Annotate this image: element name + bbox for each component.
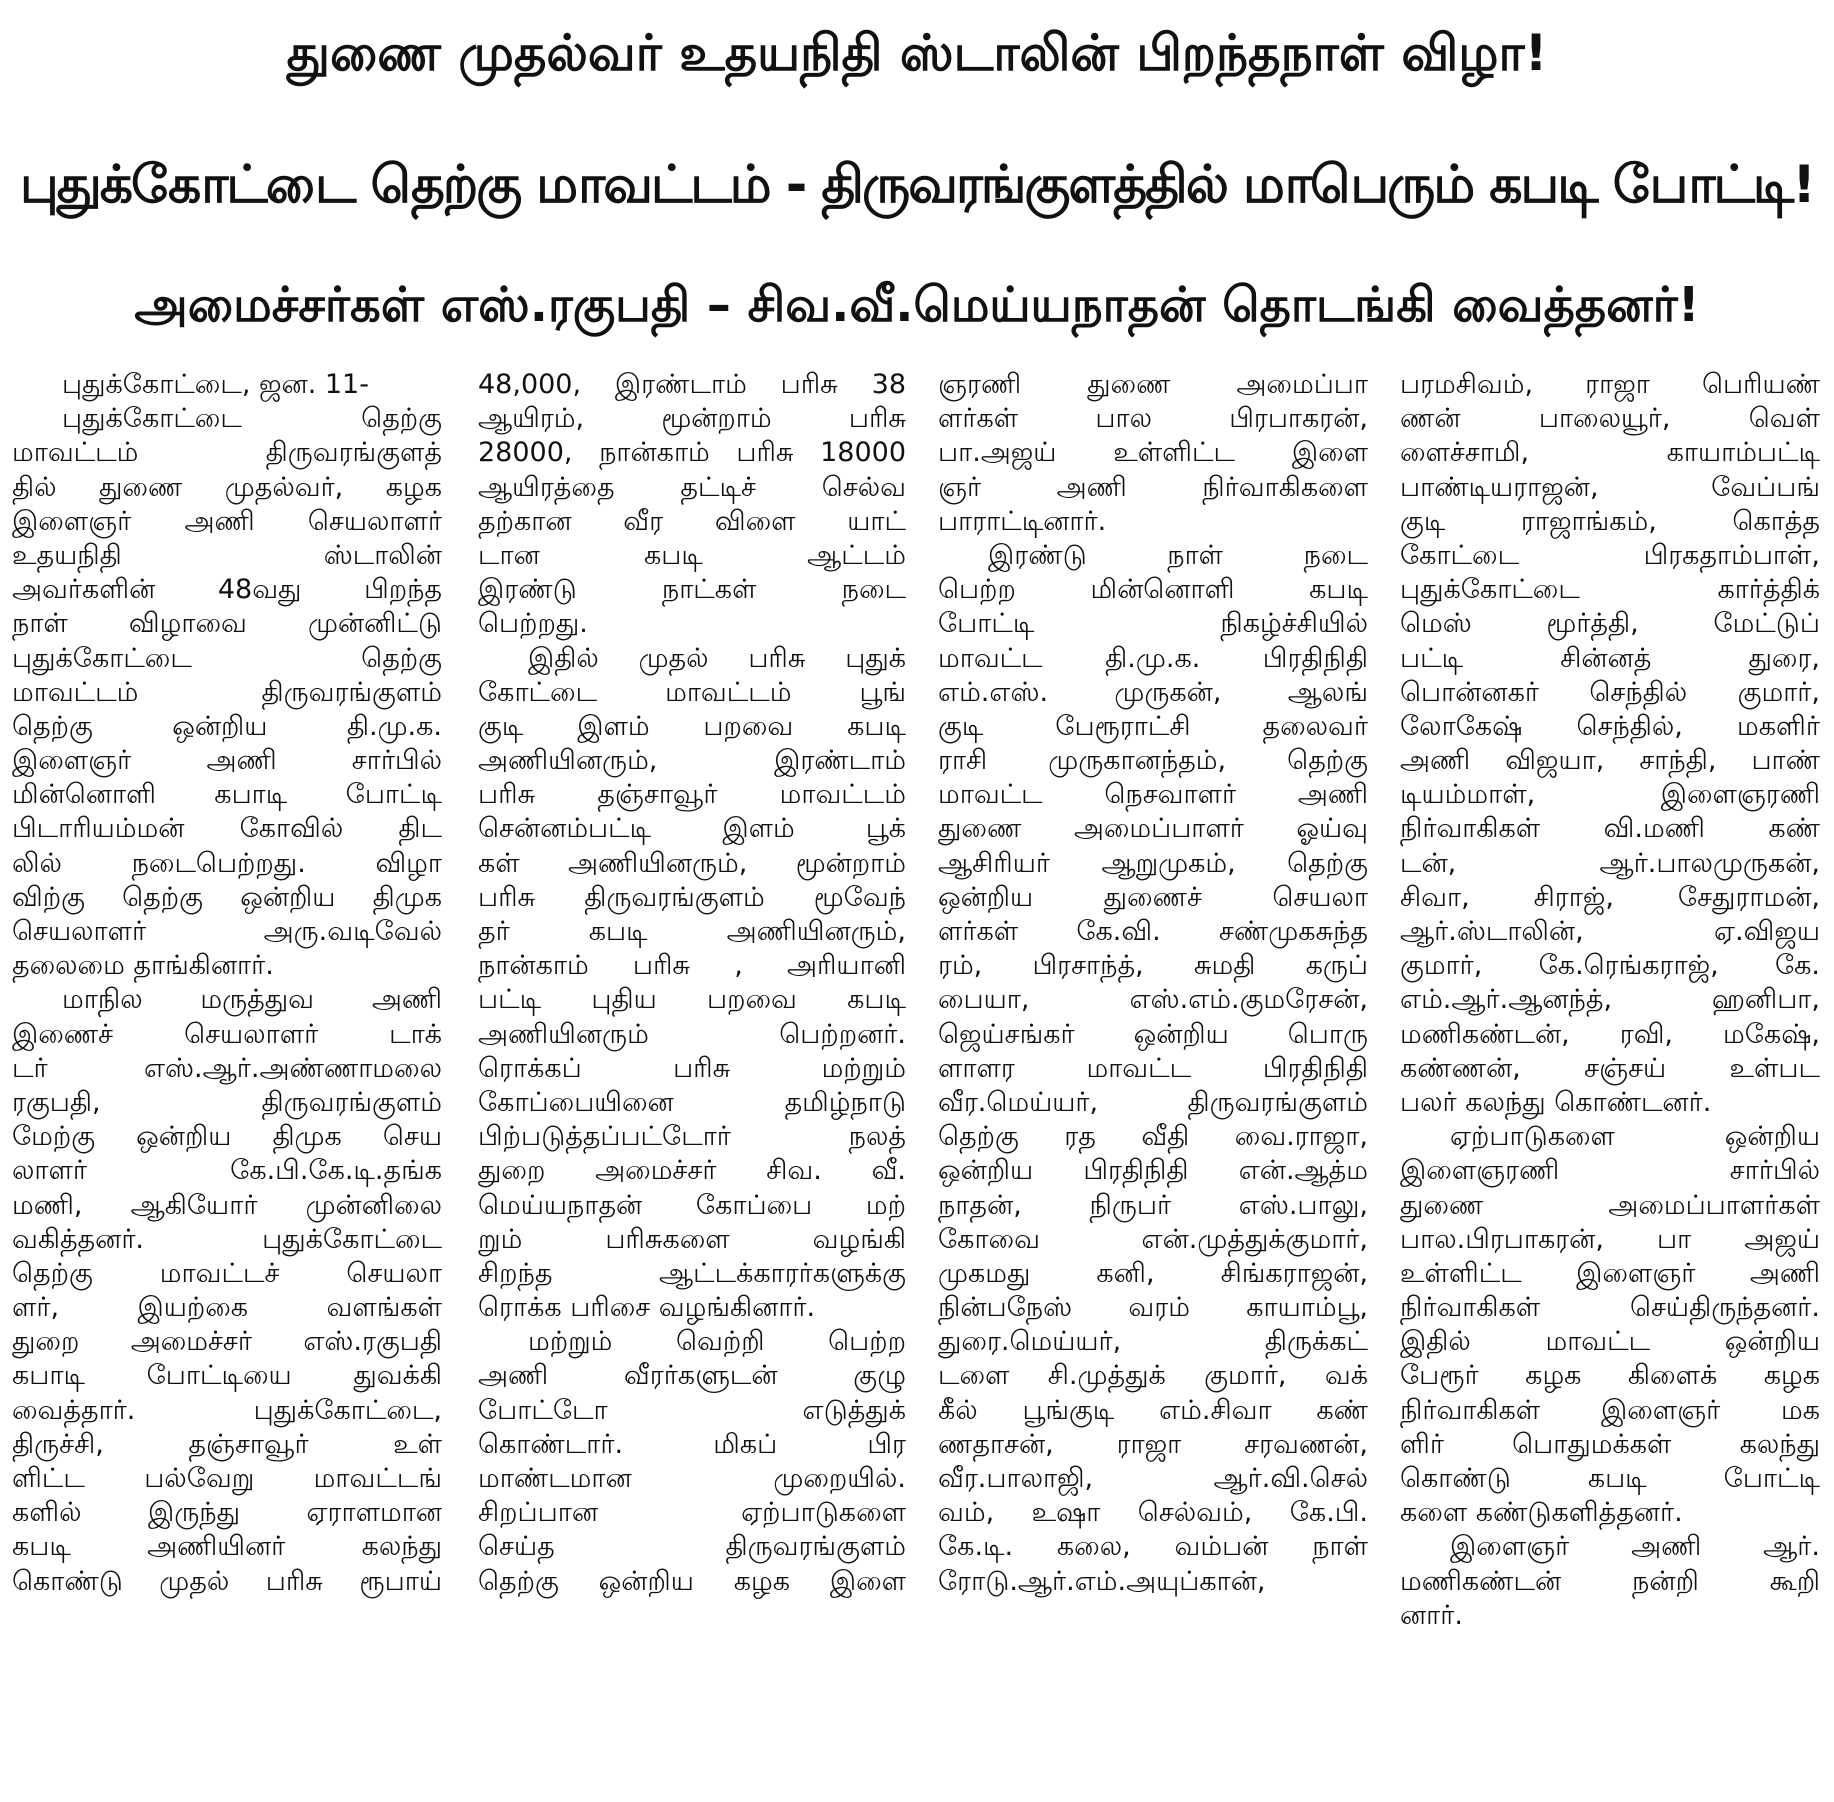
article-line: பரிசு திருவரங்குளம் மூவேந் — [478, 881, 906, 913]
article-line: அணியினரும், இரண்டாம் — [478, 745, 906, 777]
article-line: டியம்மாள், இளைஞரணி — [1400, 779, 1820, 811]
article-line: மேற்கு ஒன்றிய திமுக செய — [12, 1121, 442, 1153]
article-line: ளிர் பொதுமக்கள் கலந்து — [1400, 1428, 1820, 1460]
article-line: ஞர் அணி நிர்வாகிகளை — [938, 471, 1368, 503]
article-line: ஒன்றிய துணைச் செயலா — [938, 881, 1368, 913]
article-line: டன், ஆர்.பாலமுருகன், — [1400, 847, 1820, 879]
article-line: பொன்னகர் செந்தில் குமார், — [1400, 676, 1820, 708]
article-line: கள் அணியினரும், மூன்றாம் — [478, 847, 906, 879]
article-line: இளைஞர் அணி சார்பில் — [12, 745, 442, 777]
article-line: இளைஞர் அணி ஆர். — [1450, 1531, 1820, 1563]
article-line: பெற்றது. — [478, 608, 588, 640]
article-line: மாவட்டம் திருவரங்குளம் — [12, 676, 442, 708]
article-line: கபாடி போட்டியை துவக்கி — [12, 1360, 442, 1392]
article-line: ஒன்றிய பிரதிநிதி என்.ஆத்ம — [938, 1155, 1368, 1187]
article-line: குமார், கே.ரெங்கராஜ், கே. — [1400, 950, 1820, 982]
article-line: செய்த திருவரங்குளம் — [478, 1531, 906, 1563]
article-line: நிர்வாகிகள் இளைஞர் மக — [1400, 1394, 1820, 1426]
article-line: அணியினரும் பெற்றனர். — [478, 1018, 906, 1050]
article-line: கொண்டு கபடி போட்டி — [1400, 1463, 1820, 1494]
article-line: வீர.பாலாஜி, ஆர்.வி.செல் — [938, 1463, 1368, 1494]
article-line: அணி வீரர்களுடன் குழு — [478, 1360, 906, 1392]
article-line: பாராட்டினார். — [938, 505, 1107, 537]
article-line: நின்பநேஸ் வரம் காயாம்பூ, — [938, 1292, 1368, 1324]
article-line: தற்கான வீர விளை யாட் — [478, 505, 906, 537]
article-line: மாநில மருத்துவ அணி — [62, 984, 442, 1016]
article-line: புதுக்கோட்டை தெற்கு — [62, 403, 442, 435]
article-line: அவர்களின் 48வது பிறந்த — [12, 574, 442, 606]
article-line: உள்ளிட்ட இளைஞர் அணி — [1400, 1257, 1820, 1289]
article-line: இதில் மாவட்ட ஒன்றிய — [1400, 1326, 1820, 1358]
article-line: பாண்டியராஜன், வேப்பங் — [1400, 471, 1820, 503]
article-line: ஆயிரம், மூன்றாம் பரிசு — [478, 403, 906, 435]
article-line: நாதன், நிருபர் எஸ்.பாலு, — [938, 1189, 1368, 1221]
article-line: துணை அமைப்பாளர்கள் — [1400, 1189, 1820, 1221]
article-line: மற்றும் வெற்றி பெற்ற — [528, 1326, 906, 1358]
article-line: ரொக்கப் பரிசு மற்றும் — [478, 1052, 906, 1084]
article-line: குடி பேரூராட்சி தலைவர் — [938, 710, 1368, 742]
article-line: புதுக்கோட்டை தெற்கு — [12, 642, 442, 674]
article-line: மணிகண்டன், ரவி, மகேஷ், — [1400, 1018, 1820, 1050]
article-line: ளர்கள் பால பிரபாகரன், — [938, 403, 1368, 435]
headline-main: புதுக்கோட்டை தெற்கு மாவட்டம் - திருவரங்குளத்தில் மாபெரும் கபடி போட்டி! — [20, 155, 1814, 215]
article-line: போட்டி நிகழ்ச்சியில் — [938, 608, 1368, 640]
article-line: மெய்யநாதன் கோப்பை மற் — [478, 1189, 906, 1221]
article-line: ளர், இயற்கை வளங்கள் — [12, 1292, 442, 1324]
article-line: பையா, எஸ்.எம்.குமரேசன், — [938, 984, 1368, 1016]
article-line: உதயநிதி ஸ்டாலின் — [12, 539, 442, 571]
article-line: னார். — [1400, 1599, 1463, 1631]
article-line: சிறந்த ஆட்டக்காரர்களுக்கு — [478, 1257, 906, 1289]
article-line: மணிகண்டன் நன்றி கூறி — [1400, 1565, 1820, 1597]
article-line: தெற்கு மாவட்டச் செயலா — [12, 1257, 442, 1289]
article-line: களை கண்டுகளித்தனர். — [1400, 1497, 1683, 1529]
article-line: ணன் பாலையூர், வெள் — [1400, 403, 1820, 435]
article-line: சென்னம்பட்டி இளம் பூக் — [478, 813, 906, 845]
article-line: குடி ராஜாங்கம், கொத்த — [1400, 505, 1820, 537]
article-line: குடி இளம் பறவை கபடி — [478, 710, 906, 742]
article-line: கொண்டு முதல் பரிசு ரூபாய் — [12, 1565, 442, 1597]
article-line: லாளர் கே.பி.கே.டி.தங்க — [12, 1155, 442, 1187]
article-line: பேரூர் கழக கிளைக் கழக — [1400, 1360, 1820, 1392]
article-line: துறை அமைச்சர் எஸ்.ரகுபதி — [12, 1326, 442, 1358]
article-line: 48,000, இரண்டாம் பரிசு 38 — [478, 369, 906, 400]
article-line: பட்டி சின்னத் துரை, — [1400, 642, 1820, 674]
article-line: மாவட்ட நெசவாளர் அணி — [938, 779, 1368, 811]
article-line: வம், உஷா செல்வம், கே.பி. — [938, 1497, 1368, 1529]
headline-top: துணை முதல்வர் உதயநிதி ஸ்டாலின் பிறந்தநாள் விழா! — [286, 24, 1548, 82]
article-line: பெற்ற மின்னொளி கபடி — [938, 574, 1368, 606]
article-line: ரொக்க பரிசை வழங்கினார். — [478, 1292, 816, 1324]
article-line: லோகேஷ் செந்தில், மகளிர் — [1400, 710, 1820, 742]
article-line: பிடாரியம்மன் கோவில் திட — [12, 813, 442, 845]
article-line: மாவட்ட தி.மு.க. பிரதிநிதி — [938, 642, 1368, 674]
article-line: இதில் முதல் பரிசு புதுக் — [528, 642, 906, 674]
article-line: புதுக்கோட்டை, ஜன. 11- — [62, 369, 369, 400]
article-line: கீல் பூங்குடி எம்.சிவா கண் — [938, 1394, 1368, 1426]
article-line: ஞரணி துணை அமைப்பா — [938, 369, 1368, 400]
article-line: தர் கபடி அணியினரும், — [478, 916, 906, 947]
article-line: கண்ணன், சஞ்சய் உள்பட — [1400, 1052, 1820, 1084]
article-line: ளாளர மாவட்ட பிரதிநிதி — [938, 1052, 1368, 1084]
article-line: மணி, ஆகியோர் முன்னிலை — [12, 1189, 442, 1221]
article-line: துறை அமைச்சர் சிவ. வீ. — [478, 1155, 906, 1187]
article-line: துணை அமைப்பாளர் ஓய்வு — [938, 813, 1368, 845]
article-line: தெற்கு ஒன்றிய கழக இளை — [478, 1565, 906, 1597]
article-line: செயலாளர் அரு.வடிவேல் — [12, 916, 442, 947]
article-line: மாவட்டம் திருவரங்குளத் — [12, 437, 442, 469]
article-line: தெற்கு ஒன்றிய தி.மு.க. — [12, 710, 442, 742]
article-line: பலர் கலந்து கொண்டனர். — [1400, 1086, 1712, 1118]
article-line: ணதாசன், ராஜா சரவணன், — [938, 1428, 1368, 1460]
article-line: வகித்தனர். புதுக்கோட்டை — [12, 1223, 442, 1255]
article-line: ளைச்சாமி, காயாம்பட்டி — [1400, 437, 1820, 469]
article-line: கொண்டார். மிகப் பிர — [478, 1428, 906, 1460]
article-column-4 — [1400, 368, 1820, 1798]
article-line: டளை சி.முத்துக் குமார், வக் — [938, 1360, 1368, 1392]
article-line: 28000, நான்காம் பரிசு 18000 — [478, 437, 906, 469]
article-line: ஆர்.ஸ்டாலின், ஏ.விஜய — [1400, 916, 1820, 947]
article-line: பா.அஜய் உள்ளிட்ட இளை — [938, 437, 1368, 469]
article-line: மின்னொளி கபாடி போட்டி — [12, 779, 442, 811]
article-line: நான்காம் பரிசு , அரியானி — [478, 950, 906, 982]
article-line: தில் துணை முதல்வர், கழக — [12, 471, 442, 503]
article-line: இளைஞர் அணி செயலாளர் — [12, 505, 442, 537]
article-line: துரை.மெய்யர், திருக்கட் — [938, 1326, 1368, 1358]
article-line: கோட்டை மாவட்டம் பூங் — [478, 676, 906, 708]
article-line: றும் பரிசுகளை வழங்கி — [478, 1223, 906, 1255]
article-column-2 — [478, 368, 906, 1798]
article-line: டர் எஸ்.ஆர்.அண்ணாமலை — [12, 1052, 442, 1084]
article-line: கே.டி. கலை, வம்பன் நாள் — [938, 1531, 1368, 1563]
article-line: ரம், பிரசாந்த், சுமதி கருப் — [938, 950, 1368, 982]
article-line: பிற்படுத்தப்பட்டோர் நலத் — [478, 1121, 906, 1153]
article-line: பட்டி புதிய பறவை கபடி — [478, 984, 906, 1016]
article-line: விற்கு தெற்கு ஒன்றிய திமுக — [12, 881, 442, 913]
article-line: நிர்வாகிகள் வி.மணி கண் — [1400, 813, 1820, 845]
article-line: தலைமை தாங்கினார். — [12, 950, 274, 982]
article-line: தெற்கு ரத வீதி வை.ராஜா, — [938, 1121, 1368, 1153]
article-line: வீர.மெய்யர், திருவரங்குளம் — [938, 1086, 1368, 1118]
article-line: இரண்டு நாட்கள் நடை — [478, 574, 906, 606]
article-line: எம்.எஸ். முருகன், ஆலங் — [938, 676, 1368, 708]
article-line: ஆசிரியர் ஆறுமுகம், தெற்கு — [938, 847, 1368, 879]
article-line: ஏற்பாடுகளை ஒன்றிய — [1450, 1121, 1820, 1153]
article-line: மாண்டமான முறையில். — [478, 1463, 906, 1494]
article-column-1 — [12, 368, 442, 1798]
article-line: கபடி அணியினர் கலந்து — [12, 1531, 442, 1563]
article-line: பரிசு தஞ்சாவூர் மாவட்டம் — [478, 779, 906, 811]
article-line: பரமசிவம், ராஜா பெரியண் — [1400, 369, 1820, 400]
article-line: ஆயிரத்தை தட்டிச் செல்வ — [478, 471, 906, 503]
article-line: ளிட்ட பல்வேறு மாவட்டங் — [12, 1463, 442, 1494]
article-line: ரோடு.ஆர்.எம்.அயுப்கான், — [938, 1565, 1266, 1597]
article-line: இணைச் செயலாளர் டாக் — [12, 1018, 442, 1050]
article-line: வைத்தார். புதுக்கோட்டை, — [12, 1394, 442, 1426]
article-line: திருச்சி, தஞ்சாவூர் உள் — [12, 1428, 442, 1460]
article-line: களில் இருந்து ஏராளமான — [12, 1497, 442, 1529]
article-line: ரகுபதி, திருவரங்குளம் — [12, 1086, 442, 1118]
article-line: நாள் விழாவை முன்னிட்டு — [12, 608, 442, 640]
article-line: கோவை என்.முத்துக்குமார், — [938, 1223, 1368, 1255]
headline-sub: அமைச்சர்கள் எஸ்.ரகுபதி – சிவ.வீ.மெய்யநாதன் தொடங்கி வைத்தனர்! — [134, 277, 1700, 333]
article-line: கோட்டை பிரகதாம்பாள், — [1400, 539, 1820, 571]
article-column-3 — [938, 368, 1368, 1798]
article-line: போட்டோ எடுத்துக் — [478, 1394, 906, 1426]
article-line: சிறப்பான ஏற்பாடுகளை — [478, 1497, 906, 1529]
article-line: இளைஞரணி சார்பில் — [1400, 1155, 1820, 1187]
article-line: புதுக்கோட்டை கார்த்திக் — [1400, 574, 1820, 606]
article-line: நிர்வாகிகள் செய்திருந்தனர். — [1400, 1292, 1820, 1324]
article-line: லில் நடைபெற்றது. விழா — [12, 847, 442, 879]
article-line: முகமது கனி, சிங்கராஜன், — [938, 1257, 1368, 1289]
article-line: ளர்கள் கே.வி. சண்முகசுந்த — [938, 916, 1368, 947]
article-line: அணி விஜயா, சாந்தி, பாண் — [1400, 745, 1820, 777]
article-line: பால.பிரபாகரன், பா அஜய் — [1400, 1223, 1820, 1255]
article-line: மெஸ் மூர்த்தி, மேட்டுப் — [1400, 608, 1820, 640]
article-line: ஜெய்சங்கர் ஒன்றிய பொரு — [938, 1018, 1368, 1050]
article-line: இரண்டு நாள் நடை — [988, 539, 1368, 571]
article-line: டான கபடி ஆட்டம் — [478, 539, 906, 571]
article-line: எம்.ஆர்.ஆனந்த், ஹனிபா, — [1400, 984, 1820, 1016]
article-line: சிவா, சிராஜ், சேதுராமன், — [1400, 881, 1820, 913]
article-columns — [0, 368, 1834, 1798]
article-line: கோப்பையினை தமிழ்நாடு — [478, 1086, 906, 1118]
article-line: ராசி முருகானந்தம், தெற்கு — [938, 745, 1368, 777]
